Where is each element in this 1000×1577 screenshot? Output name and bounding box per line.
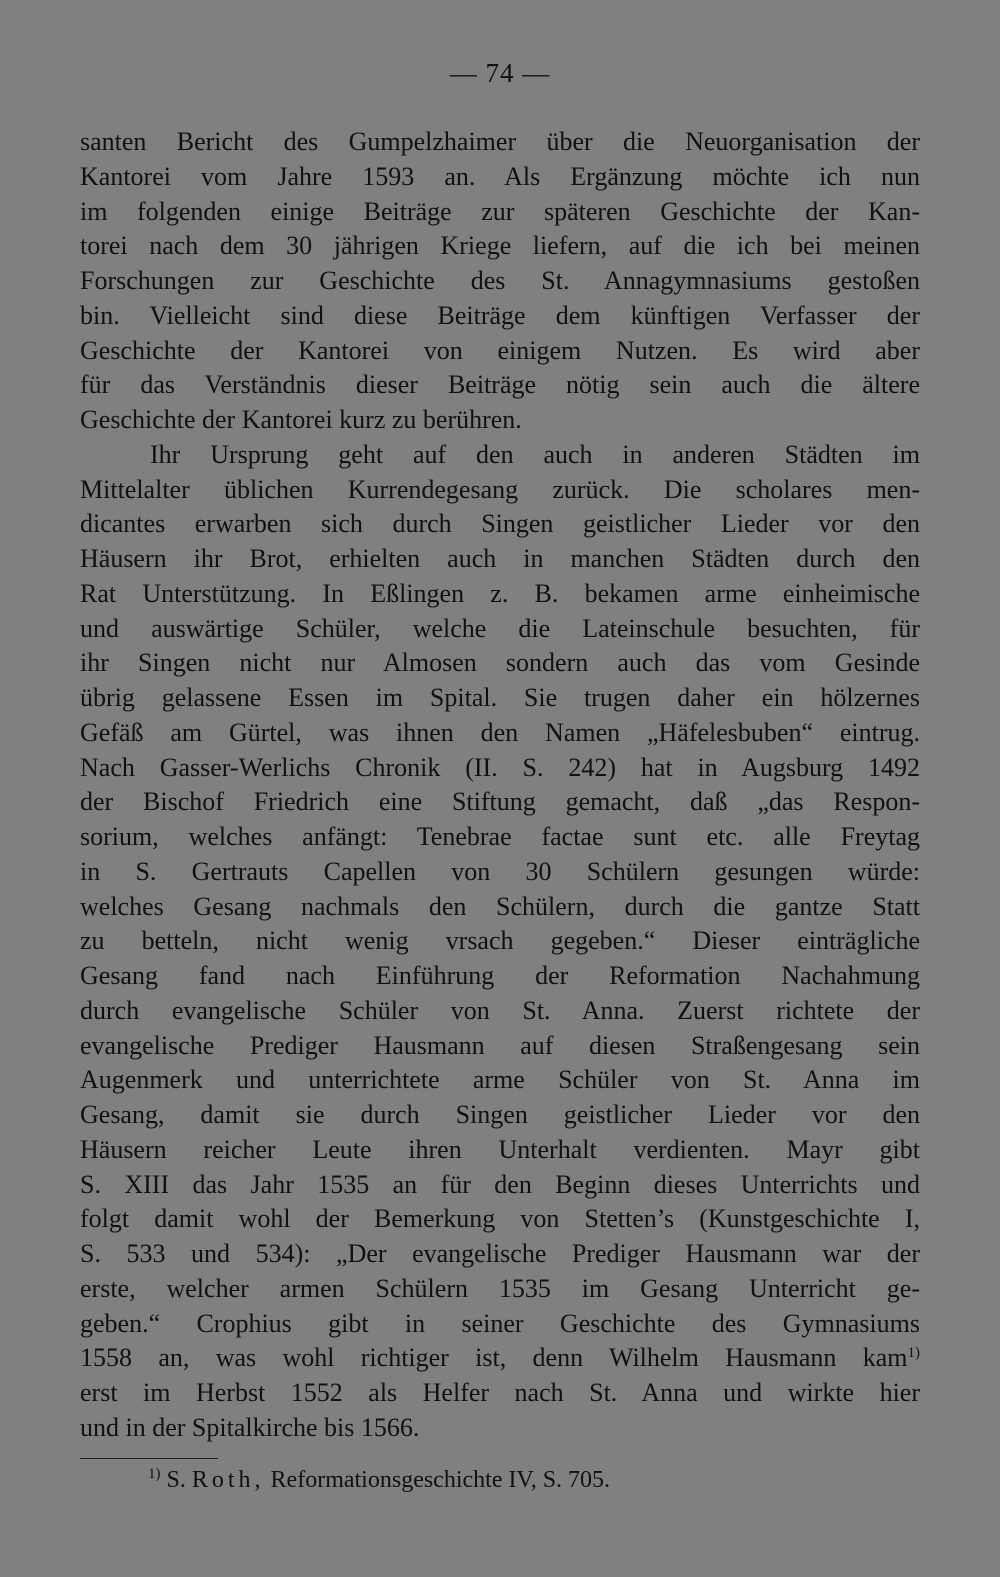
footnote-reference: 1) [907, 1345, 920, 1362]
footnote-author: Roth, [191, 1467, 265, 1493]
text-line: erst im Herbst 1552 als Helfer nach St. Anna und wirkte hier [80, 1378, 920, 1407]
footnote-marker: 1) [148, 1466, 161, 1482]
text-line: und in der Spitalkirche bis 1566. [80, 1412, 420, 1442]
text-line: dicantes erwarben sich durch Singen geistlicher Lieder vor den [80, 509, 920, 539]
text-line: Gesang, damit sie durch Singen geistlicher Lieder vor den [80, 1100, 920, 1129]
text-line: S. XIII das Jahr 1535 an für den Beginn dieses Unterrichts und [80, 1169, 920, 1199]
text-line: bin. Vielleicht sind diese Beiträge dem künftigen Verfasser der [80, 300, 920, 330]
text-line: erste, welcher armen Schülern 1535 im Gesang Unterricht ge- [80, 1273, 920, 1303]
text-line: Häusern ihr Brot, erhielten auch in manchen Städten durch den [80, 544, 920, 573]
text-line: Kantorei vom Jahre 1593 an. Als Ergänzung möchte ich nun [80, 161, 920, 191]
text-line: im folgenden einige Beiträge zur späteren Geschichte der Kan- [80, 196, 920, 226]
footnote-prefix: S. [166, 1467, 186, 1493]
paragraph-start-line: Ihr Ursprung geht auf den auch in anderen Städten im [150, 439, 920, 469]
text-line: Forschungen zur Geschichte des St. Annagymnasiums gestoßen [80, 266, 920, 295]
text-line: Rat Unterstützung. In Eßlingen z. B. bekamen arme einheimische [80, 578, 920, 608]
footnote-divider [80, 1458, 218, 1459]
text-line: zu betteln, nicht wenig vrsach gegeben.“ Dieser einträgliche [80, 926, 920, 956]
text-line: torei nach dem 30 jährigen Kriege liefern, auf die ich bei meinen [80, 231, 920, 261]
text-line: für das Verständnis dieser Beiträge nötig sein auch die ältere [80, 370, 920, 400]
text-line: in S. Gertrauts Capellen von 30 Schülern gesungen würde: [80, 856, 920, 886]
text-line: und auswärtige Schüler, welche die Lateinschule besuchten, für [80, 613, 920, 643]
text-line: der Bischof Friedrich eine Stiftung gemacht, daß „das Respon- [80, 787, 920, 817]
text-line: durch evangelische Schüler von St. Anna. Zuerst richtete der [80, 995, 920, 1025]
text-line: Gefäß am Gürtel, was ihnen den Namen „Häfelesbuben“ eintrug. [80, 717, 920, 747]
text-line: sorium, welches anfängt: Tenebrae factae sunt etc. alle Freytag [80, 822, 920, 851]
text-line: übrig gelassene Essen im Spital. Sie trugen daher ein hölzernes [80, 683, 920, 712]
text-line: S. 533 und 534): „Der evangelische Prediger Hausmann war der [80, 1239, 920, 1268]
footnote-text: Reformationsgeschichte IV, S. 705. [270, 1467, 611, 1493]
text-line: santen Bericht des Gumpelzhaimer über die Neuorganisation der [80, 127, 920, 156]
text-line: Nach Gasser-Werlichs Chronik (II. S. 242) hat in Augsburg 1492 [80, 752, 920, 782]
text-line: Häusern reicher Leute ihren Unterhalt verdienten. Mayr gibt [80, 1134, 920, 1164]
text-line: geben.“ Crophius gibt in seiner Geschichte des Gymnasiums [80, 1308, 920, 1338]
text-line: Mittelalter üblichen Kurrendegesang zurück. Die scholares men- [80, 474, 920, 504]
page-number: — 74 — [449, 58, 551, 88]
text-line: Geschichte der Kantorei von einigem Nutzen. Es wird aber [80, 335, 920, 365]
text-line: ihr Singen nicht nur Almosen sondern auch das vom Gesinde [80, 648, 920, 678]
body-text [80, 125, 920, 1446]
text-line: Gesang fand nach Einführung der Reformation Nachahmung [80, 961, 920, 990]
text-line: folgt damit wohl der Bemerkung von Stetten’s (Kunstgeschichte I, [80, 1204, 920, 1234]
footnote [148, 1463, 610, 1497]
text-line: evangelische Prediger Hausmann auf diesen Straßengesang sein [80, 1030, 920, 1060]
text-line-with-footnote-ref [80, 1341, 920, 1376]
text-line: Geschichte der Kantorei kurz zu berühren. [80, 405, 522, 434]
text-line-content: 1558 an, was wohl richtiger ist, denn Wilhelm Hausmann kam [80, 1343, 908, 1373]
text-line: Augenmerk und unterrichtete arme Schüler von St. Anna im [80, 1065, 920, 1095]
text-line: welches Gesang nachmals den Schülern, durch die gantze Statt [80, 891, 920, 921]
